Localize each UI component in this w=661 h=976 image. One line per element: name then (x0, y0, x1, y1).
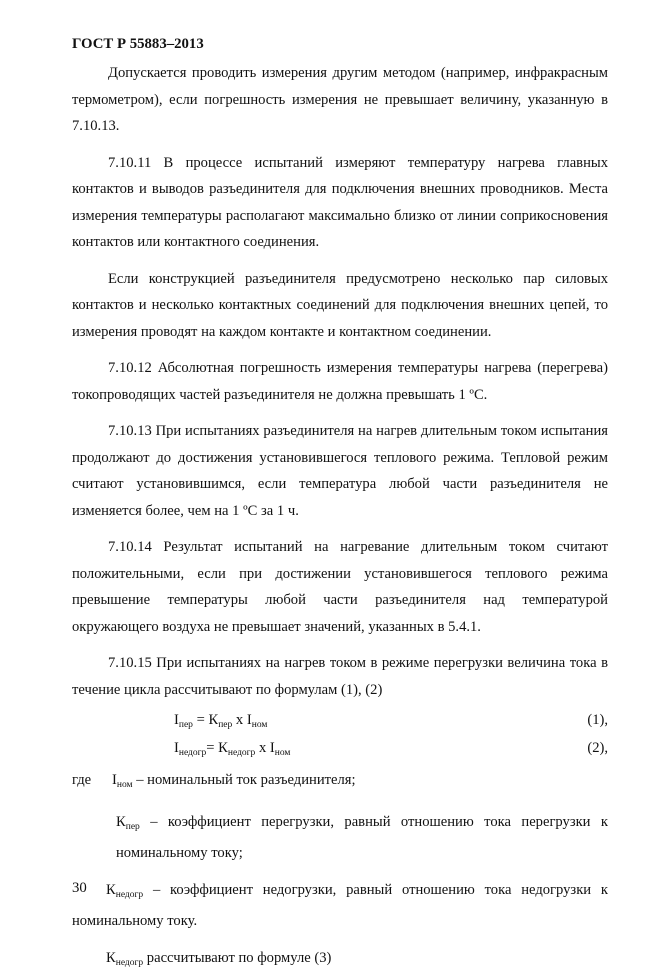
formula-1-number: (1), (587, 707, 608, 733)
formula-1 (72, 707, 608, 733)
formula-2-expression: $I_{недогр}= К_{недогр}$ x $I_{ном}$ (174, 735, 290, 766)
document-header: ГОСТ Р 55883–2013 (72, 36, 204, 53)
formula-3-intro: $К_{недогр}$ рассчитывают по формуле (3) (72, 945, 608, 976)
paragraph: Если конструкцией разъединителя предусмотрено несколько пар силовых контактов и несколько контактных соединений для подключения внешних цепей, то измерения проводят на каждом контакте и контактном соединении. (72, 266, 608, 346)
page-body (72, 60, 608, 976)
where-line-inom: где $I_{ном}$ – номинальный ток разъединителя; (72, 767, 608, 799)
formula-1-expression: $I_{пер} = К_{пер}$ x $I_{ном}$ (174, 707, 267, 738)
paragraph: Допускается проводить измерения другим методом (например, инфракрасным термометром), если погрешность измерения не превышает величину, указанную в 7.10.13. (72, 60, 608, 140)
paragraph-7-10-12: 7.10.12 Абсолютная погрешность измерения температуры нагрева (перегрева) токопроводящих частей разъединителя не должна превышать 1 ºС. (72, 355, 608, 408)
where-line-knedogr: $К_{недогр}$ – коэффициент недогрузки, равный отношению тока недогрузки к номинальному току. (72, 877, 608, 935)
paragraph-7-10-11: 7.10.11 В процессе испытаний измеряют температуру нагрева главных контактов и выводов разъединителя для подключения внешних проводников. Места измерения температуры располагают максимально близко от линии соприкосновения контактов или контактного соединения. (72, 150, 608, 256)
paragraph-7-10-15: 7.10.15 При испытаниях на нагрев током в режиме перегрузки величина тока в течение цикла рассчитывают по формулам (1), (2) (72, 650, 608, 703)
page-number: 30 (72, 880, 87, 897)
paragraph-7-10-13: 7.10.13 При испытаниях разъединителя на нагрев длительным током испытания продолжают до достижения установившегося теплового режима. Тепловой режим считают установившимся, если температура любой части разъединителя не изменяется более, чем на 1 ºС за 1 ч. (72, 418, 608, 524)
paragraph-7-10-14: 7.10.14 Результат испытаний на нагревание длительным током считают положительными, если при достижении установившегося теплового режима превышение температуры любой части разъединителя над температурой окружающего воздуха не превышает значений, указанных в 5.4.1. (72, 534, 608, 640)
where-label: где (72, 767, 112, 794)
where-line-kper: $К_{пер}$ – коэффициент перегрузки, равный отношению тока перегрузки к номинальному току; (72, 809, 608, 867)
formula-2-number: (2), (587, 735, 608, 761)
formula-2 (72, 735, 608, 761)
